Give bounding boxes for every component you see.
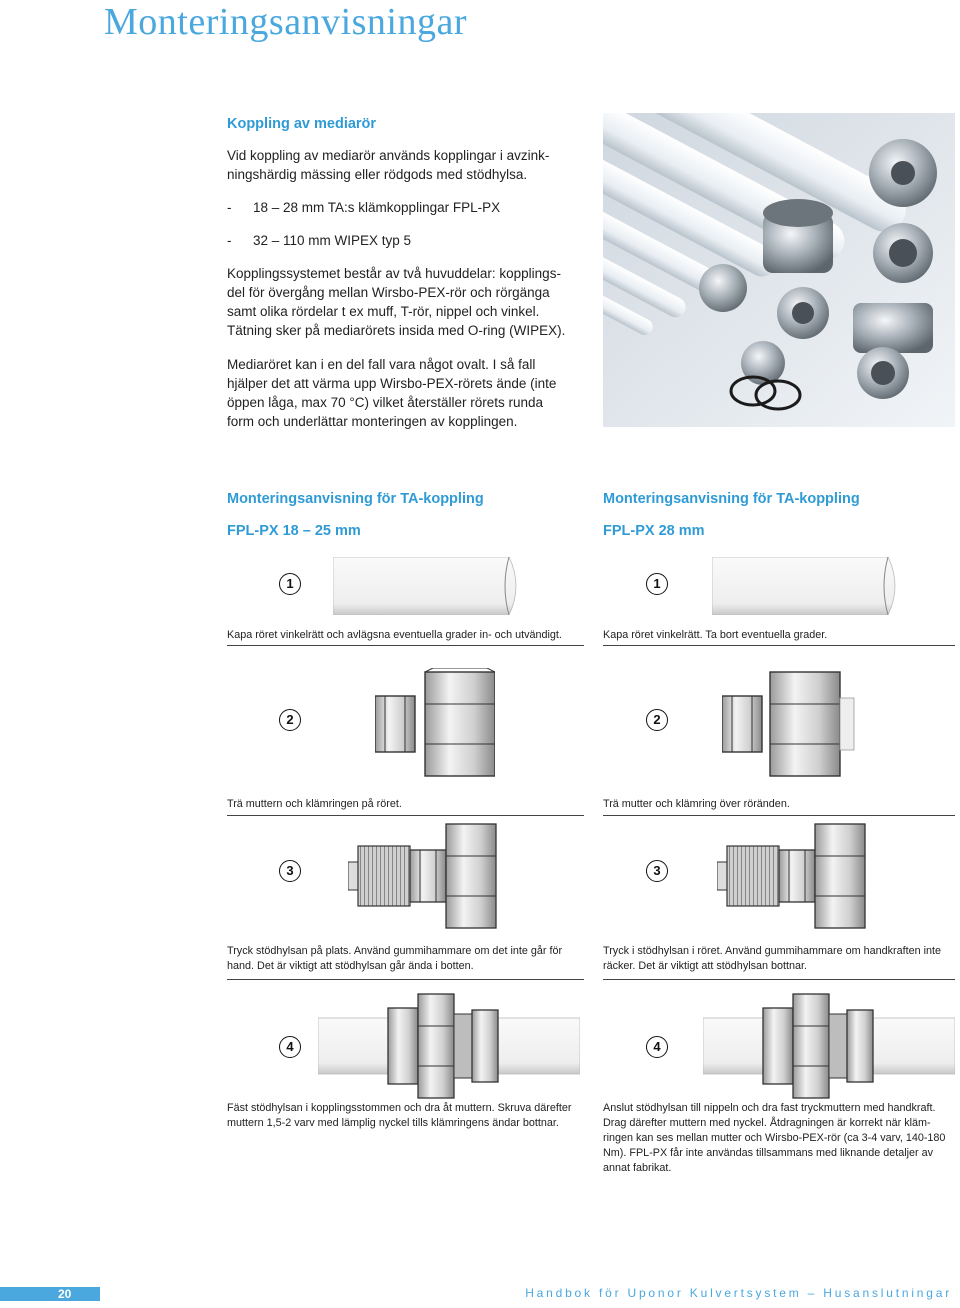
- intro-para2-line1: Kopplingssystemet består av två huvuddelar: kopplings-: [227, 266, 561, 281]
- intro-para3-line3: öppen låga, max 70 °C) vilket återställer rörets runda: [227, 395, 544, 410]
- step-caption: Kapa röret vinkelrätt och avlägsna eventuella grader in- och utvändigt.: [227, 629, 562, 641]
- intro-list-item-1: [227, 198, 592, 217]
- caption-line: Fäst stödhylsan i kopplingsstommen och dra åt muttern. Skruva därefter: [227, 1102, 572, 1114]
- step-number: 3: [279, 860, 301, 882]
- list-dash: -: [227, 200, 232, 215]
- caption-line: annat fabrikat.: [603, 1162, 672, 1174]
- step-number: 1: [279, 573, 301, 595]
- section-heading: Koppling av mediarör: [227, 116, 377, 132]
- divider: [603, 815, 955, 816]
- page-title: Monteringsanvisningar: [104, 1, 468, 43]
- step-number: 1: [646, 573, 668, 595]
- divider: [227, 979, 584, 980]
- list-item-text: 18 – 28 mm TA:s klämkopplingar FPL-PX: [253, 200, 501, 215]
- divider: [227, 815, 584, 816]
- step-number: 3: [646, 860, 668, 882]
- support-sleeve-figure: [717, 822, 867, 930]
- caption-line: Nm). FPL-PX får inte användas tillsammans med liknande detaljer av: [603, 1147, 934, 1159]
- step-number: 2: [279, 709, 301, 731]
- right-heading-1: Monteringsanvisning för TA-koppling: [603, 491, 860, 507]
- divider: [603, 979, 955, 980]
- caption-line: ringen kan ses mellan mutter och Wirsbo-PEX-rör (ca 3-4 varv, 140-180: [603, 1132, 946, 1144]
- list-dash: -: [227, 233, 232, 248]
- nut-ring-figure: [722, 668, 857, 780]
- product-photo: [603, 113, 955, 427]
- assembled-coupling-figure: [318, 990, 580, 1102]
- nut-ring-figure: [375, 668, 495, 780]
- left-heading-2: FPL-PX 18 – 25 mm: [227, 523, 361, 539]
- caption-line: Anslut stödhylsan till nippeln och dra fast tryckmuttern med handkraft.: [603, 1102, 936, 1114]
- step-caption: Kapa röret vinkelrätt. Ta bort eventuella grader.: [603, 629, 828, 641]
- caption-line: muttern 1,5-2 varv med lämplig nyckel tills klämringens ändar bottnar.: [227, 1117, 559, 1129]
- intro-para3-line4: form och underlättar monteringen av kopplingen.: [227, 414, 518, 429]
- caption-line: Drag därefter muttern med nyckel. Åtdragningen är korrekt när kläm-: [603, 1117, 931, 1129]
- list-item-text: 32 – 110 mm WIPEX typ 5: [253, 233, 412, 248]
- caption-line: hand. Det är viktigt att stödhylsan går ända i botten.: [227, 960, 474, 972]
- caption-line: Tryck i stödhylsan i röret. Använd gummihammare om handkraften inte: [603, 945, 942, 957]
- divider: [227, 645, 584, 646]
- intro-list-item-2: [227, 231, 592, 250]
- intro-para3-line2: hjälper det att värma upp Wirsbo-PEX-rörets ände (inte: [227, 376, 557, 391]
- step-number: 4: [279, 1036, 301, 1058]
- caption-line: Tryck stödhylsan på plats. Använd gummihammare om det inte går för: [227, 945, 563, 957]
- step-number: 2: [646, 709, 668, 731]
- step-caption: [227, 944, 562, 974]
- right-heading-2: FPL-PX 28 mm: [603, 523, 705, 539]
- intro-para2-line4: Tätning sker på mediarörets insida med O-ring (WIPEX).: [227, 323, 566, 338]
- assembled-coupling-figure: [703, 990, 955, 1102]
- step-caption: [603, 944, 941, 974]
- footer-text: Handbok för Uponor Kulvertsystem – Husanslutningar: [525, 1286, 952, 1300]
- divider: [603, 645, 955, 646]
- intro-para1-line1: Vid koppling av mediarör används kopplingar i avzink-: [227, 148, 550, 163]
- intro-para3: [227, 355, 592, 431]
- pipe-cut-figure: [333, 557, 523, 615]
- step-caption: Trä muttern och klämringen på röret.: [227, 798, 402, 810]
- support-sleeve-figure: [348, 822, 498, 930]
- step-caption: [603, 1101, 945, 1176]
- intro-text: [227, 146, 592, 184]
- intro-para2-line3: samt olika rördelar t ex muff, T-rör, nippel och vinkel.: [227, 304, 540, 319]
- intro-para2: [227, 264, 592, 340]
- pipe-cut-figure: [712, 557, 902, 615]
- step-caption: [227, 1101, 571, 1131]
- left-heading-1: Monteringsanvisning för TA-koppling: [227, 491, 484, 507]
- intro-para3-line1: Mediaröret kan i en del fall vara något ovalt. I så fall: [227, 357, 536, 372]
- intro-para1-line2: ningshärdig mässing eller rödgods med stödhylsa.: [227, 167, 528, 182]
- page-number: 20: [58, 1287, 72, 1301]
- step-number: 4: [646, 1036, 668, 1058]
- step-caption: Trä mutter och klämring över röränden.: [603, 798, 790, 810]
- caption-line: räcker. Det är viktigt att stödhylsan bottnar.: [603, 960, 808, 972]
- intro-para2-line2: del för övergång mellan Wirsbo-PEX-rör och rörgänga: [227, 285, 550, 300]
